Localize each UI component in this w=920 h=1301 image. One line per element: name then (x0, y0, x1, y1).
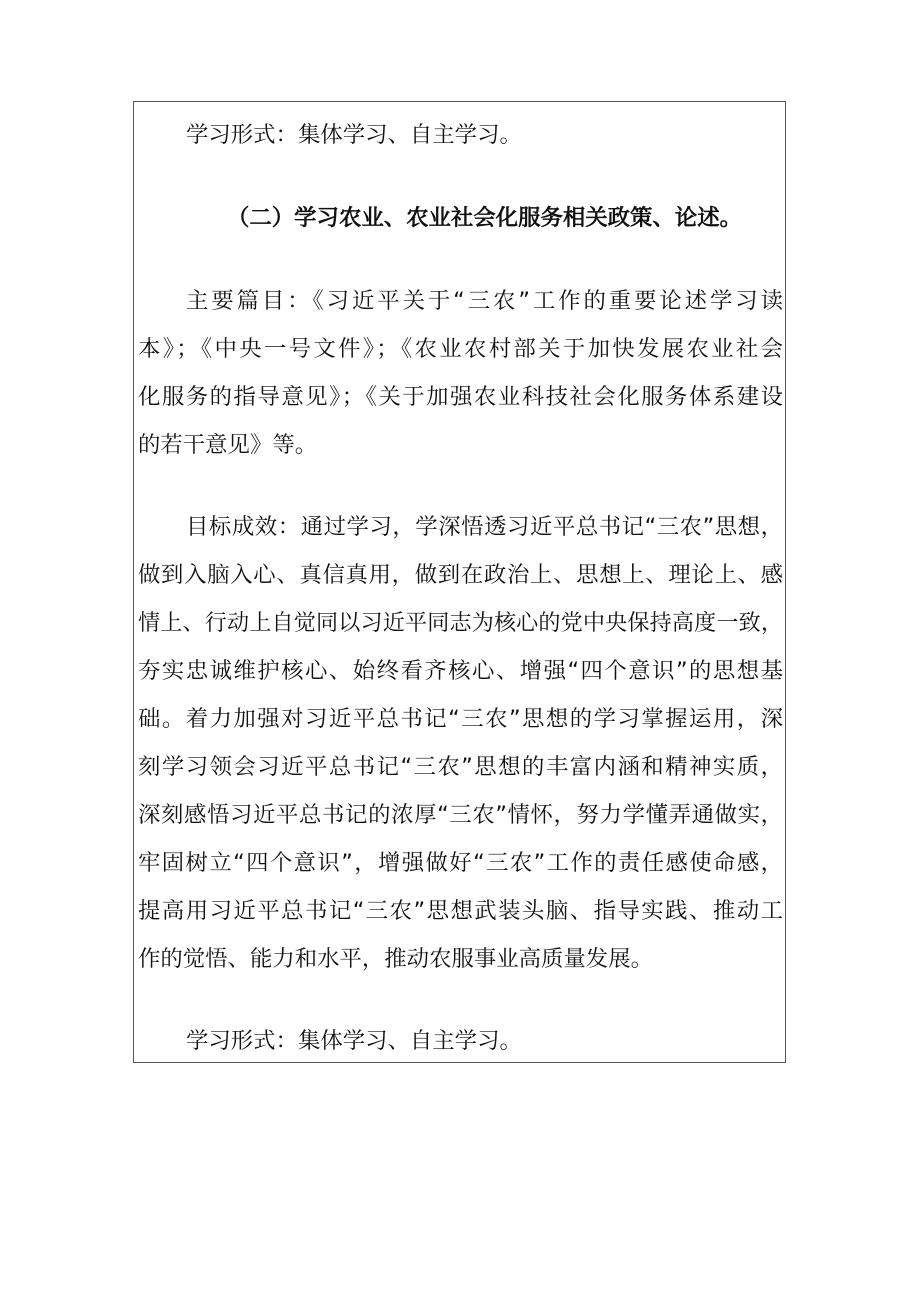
paragraph-line: 刻学习领会习近平总书记“三农”思想的丰富内涵和精神实质， (138, 754, 783, 780)
paragraph-line: 深刻感悟习近平总书记的浓厚“三农”情怀，努力学懂弄通做实， (138, 802, 783, 828)
content-table-cell (133, 101, 786, 1063)
paragraph-line: 提高用习近平总书记“三农”思想武装头脑、指导实践、推动工 (138, 898, 783, 924)
paragraph-line: 目标成效：通过学习，学深悟透习近平总书记“三农”思想， (186, 514, 783, 540)
paragraph-line: 夯实忠诚维护核心、始终看齐核心、增强“四个意识”的思想基 (138, 658, 783, 684)
paragraph-line: 主要篇目：《习近平关于“三农”工作的重要论述学习读 (186, 288, 783, 314)
paragraph-line: 础。着力加强对习近平总书记“三农”思想的学习掌握运用，深 (138, 706, 783, 732)
paragraph-line: 牢固树立“四个意识”，增强做好“三农”工作的责任感使命感， (138, 850, 783, 876)
paragraph-line: 化服务的指导意见》；《关于加强农业科技社会化服务体系建设 (138, 384, 783, 410)
paragraph-line: 情上、行动上自觉同以习近平同志为核心的党中央保持高度一致， (138, 610, 783, 636)
paragraph-line: 的若干意见》等。 (138, 432, 318, 458)
paragraph-line: 作的觉悟、能力和水平，推动农服事业高质量发展。 (138, 946, 653, 972)
paragraph-line: 本》；《中央一号文件》；《农业农村部关于加快发展农业社会 (138, 336, 783, 362)
paragraph-line: 做到入脑入心、真信真用，做到在政治上、思想上、理论上、感 (138, 562, 783, 588)
study-form-line: 学习形式：集体学习、自主学习。 (186, 122, 522, 148)
section-heading: （二）学习农业、农业社会化服务相关政策、论述。 (227, 205, 742, 231)
study-form-line: 学习形式：集体学习、自主学习。 (186, 1028, 522, 1054)
